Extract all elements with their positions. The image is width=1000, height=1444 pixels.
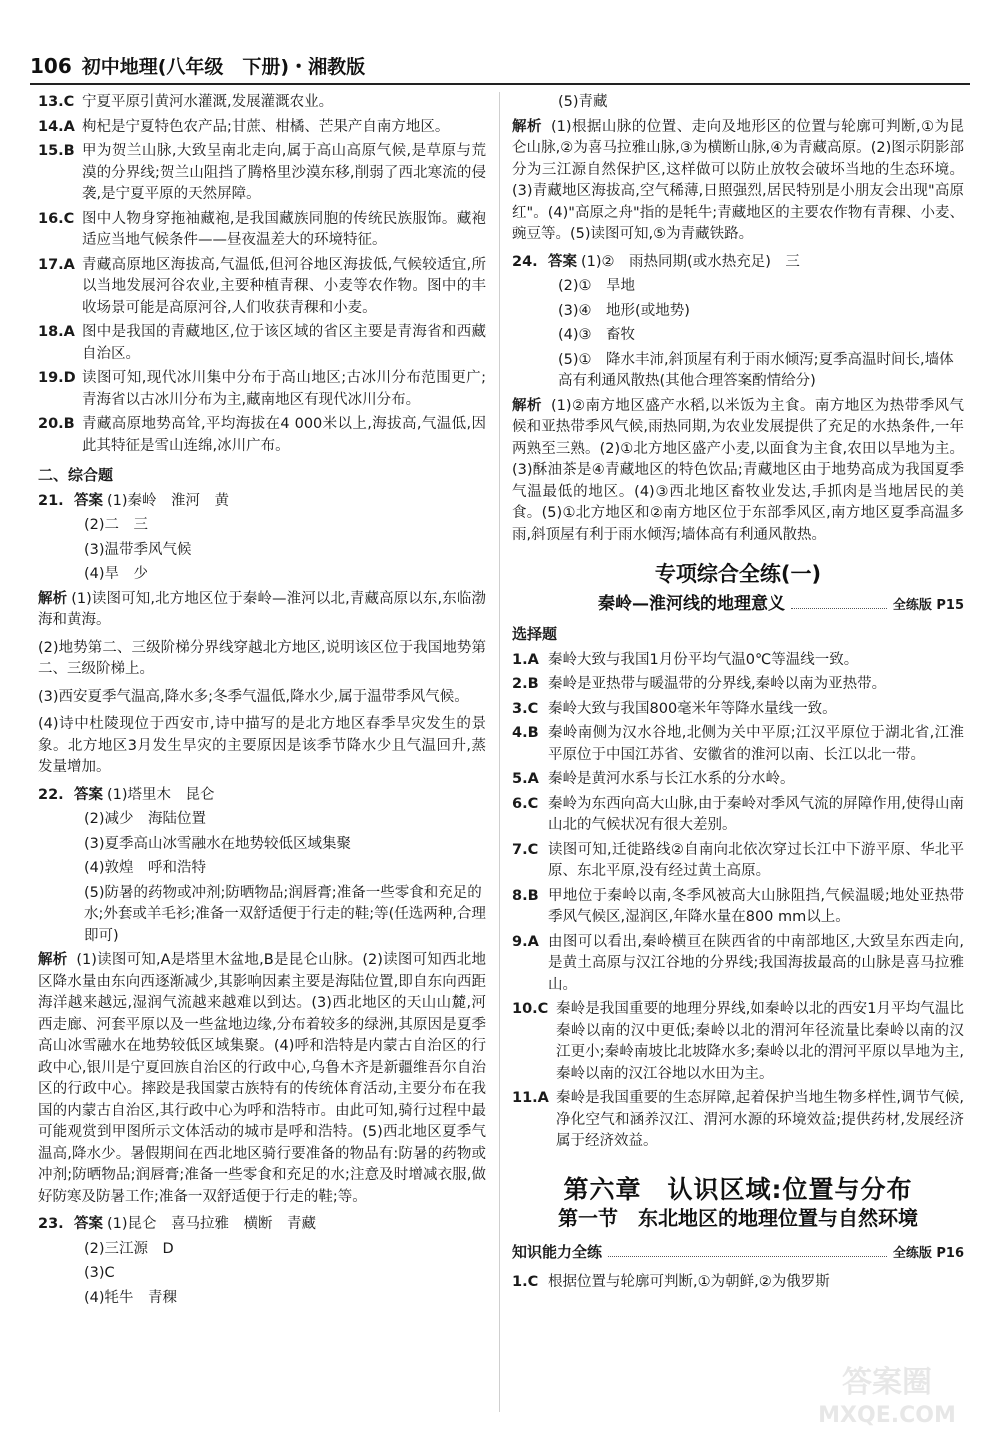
choice-text: 枸杞是宁夏特色农产品;甘蔗、柑橘、芒果产自南方地区。 xyxy=(82,118,450,135)
choice-text: 甲为贺兰山脉,大致呈南北走向,属于高山高原气候,是草原与荒漠的分界线;贺兰山阻挡了腾格里沙漠东移,削弱了西北寒流的侵袭,是宁夏平原的天然屏障。 xyxy=(82,143,486,202)
explanation-label: 解析 xyxy=(38,952,68,968)
answer-text: (1)昆仑 喜马拉雅 横断 青藏 xyxy=(107,1216,317,1232)
page-reference: 全练版 P15 xyxy=(892,597,964,613)
question-number: 6.C xyxy=(512,795,539,812)
choice-item xyxy=(38,322,486,365)
question-number: 11.A xyxy=(512,1090,549,1106)
answer-line: (4)③ 畜牧 xyxy=(558,327,636,343)
choice-item xyxy=(38,141,486,206)
explanation-paragraph xyxy=(38,714,486,779)
choice-item xyxy=(38,368,486,411)
choice-list xyxy=(38,92,486,457)
answer-24 xyxy=(512,252,964,274)
answer-text: (1)秦岭 淮河 黄 xyxy=(107,492,230,509)
answer-line: (4)牦牛 青稞 xyxy=(84,1289,178,1306)
page-reference: 全练版 P16 xyxy=(892,1245,964,1261)
answer-lines xyxy=(38,809,486,947)
answer-lines xyxy=(512,276,964,393)
answer-line: (2)减少 海陆位置 xyxy=(84,811,207,827)
explanation-paragraph xyxy=(38,687,486,709)
choice-item xyxy=(512,886,964,929)
choice-item xyxy=(512,1088,964,1153)
choice-item xyxy=(512,699,964,721)
answer-label: 答案 xyxy=(74,786,103,803)
choice-item xyxy=(512,794,964,837)
answer-23 xyxy=(38,1214,486,1236)
question-number: 9.A xyxy=(512,933,539,950)
explanation-text: (3)西安夏季气温高,降水多;冬季气温低,降水少,属于温带季风气候。 xyxy=(38,688,469,705)
section-title: 二、综合题 xyxy=(38,466,114,484)
explanation-text: (1)②南方地区盛产水稻,以米饭为主食。南方地区为热带季风气候和亚热带季风气候,雨热同期,为农业发展提供了充足的水热条件,一年两熟至三熟。(2)①北方地区盛产小麦,以面食为主食,农田以旱地为主。(3)酥油茶是④青藏地区的特色饮品;青藏地区由于地势高成为我国夏季气温最低的地区。(4)③西北地区畜牧业发达,手抓肉是当地居民的美食。(5)①北方地区和②南方地区位于东部季风区,南方地区夏季高温多雨,斜顶屋有利于雨水倾泻;墙体高有利通风散热。 xyxy=(512,397,965,543)
choice-item xyxy=(512,723,964,766)
explanation-text: (2)地势第二、三级阶梯分界线穿越北方地区,说明该区位于我国地势第二、三级阶梯上。 xyxy=(38,639,486,677)
choice-text: 青藏高原地区海拔高,气温低,但河谷地区海拔低,气候较适宜,所以当地发展河谷农业,主要种植青稞、小麦等农作物。图中的丰收场景可能是高原河谷,人们收获青稞和小麦。 xyxy=(82,256,486,316)
chapter-title: 第六章 认识区域:位置与分布 xyxy=(563,1174,913,1204)
special-practice-title: 专项综合全练(一) xyxy=(654,562,822,586)
page-header xyxy=(30,52,365,78)
choice-text: 读图可知,迁徙路线②自南向北依次穿过长江中下游平原、华北平原、东北平原,没有经过黄土高原。 xyxy=(548,841,964,879)
choice-item xyxy=(512,999,964,1085)
choice-text: 图中人物身穿拖袖藏袍,是我国藏族同胞的传统民族服饰。藏袍适应当地气候条件——昼夜温差大的环境特征。 xyxy=(82,210,486,248)
answer-lines xyxy=(38,515,486,586)
answer-line: (3)④ 地形(或地势) xyxy=(558,302,690,319)
explanation-label: 解析 xyxy=(512,397,542,414)
leader-dots xyxy=(608,1244,887,1257)
answer-line: (5)防暑的药物或冲剂;防晒物品;润唇膏;准备一些零食和充足的水;外套或羊毛衫;准备一双舒适便于行走的鞋;等(任选两种,合理即可) xyxy=(84,884,486,944)
answer-21 xyxy=(38,491,486,513)
question-number: 4.B xyxy=(512,725,539,741)
answer-lines xyxy=(38,1239,486,1310)
choice-item xyxy=(512,932,964,997)
choice-text: 甲地位于秦岭以南,冬季风被高大山脉阻挡,气候温暖;地处亚热带季风气候区,湿润区,年降水量在800 mm以上。 xyxy=(548,887,964,925)
answer-line: (5)① 降水丰沛,斜顶屋有利于雨水倾泻;夏季高温时间长,墙体高有利通风散热(其他合理答案酌情给分) xyxy=(558,351,954,389)
choice-item xyxy=(512,769,964,791)
question-number: 15.B xyxy=(38,143,75,159)
question-number: 21. xyxy=(38,492,64,509)
choice-item xyxy=(38,209,486,252)
answer-line: (2)二 三 xyxy=(84,517,149,533)
header-rule xyxy=(30,83,970,85)
question-number: 19.D xyxy=(38,370,76,386)
answer-line: (3)温带季风气候 xyxy=(84,541,192,558)
answer-22 xyxy=(38,785,486,807)
choice-text: 秦岭是亚热带与暖温带的分界线,秦岭以南为亚热带。 xyxy=(548,676,887,692)
question-number: 3.C xyxy=(512,700,539,717)
question-number: 1.C xyxy=(512,1274,539,1290)
explanation-24 xyxy=(512,396,964,547)
choice-text: 秦岭大致与我国1月份平均气温0℃等温线一致。 xyxy=(548,651,859,668)
choice-text: 根据位置与轮廓可判断,①为朝鲜,②为俄罗斯 xyxy=(548,1274,830,1290)
choice-item xyxy=(38,414,486,457)
svg-text:MXQE.COM: MXQE.COM xyxy=(818,1403,956,1428)
question-number: 5.A xyxy=(512,771,539,787)
choice-text: 青藏高原地势高耸,平均海拔在4 000米以上,海拔高,气温低,因此其特征是雪山连绵,冰川广布。 xyxy=(82,416,486,454)
question-number: 14.A xyxy=(38,118,75,135)
explanation-text: (1)根据山脉的位置、走向及地形区的位置与轮廓可判断,①为昆仑山脉,②为喜马拉雅山脉,③为横断山脉,④为青藏高原。(2)图示阴影部分为三江源自然保护区,这样做可以防止放牧会破坏当地的生态环境。(3)青藏地区海拔高,空气稀薄,日照强烈,居民特别是小朋友会出现"高原红"。(4)"高原之舟"指的是牦牛;青藏地区的主要农作物有青稞、小麦、豌豆等。(5)读图可知,⑤为青藏铁路。 xyxy=(512,118,965,242)
choice-text: 秦岭南侧为汉水谷地,北侧为关中平原;江汉平原位于湖北省,江淮平原位于中国江苏省、安徽省的淮河以南、长江以北一带。 xyxy=(548,725,964,763)
question-number: 2.B xyxy=(512,676,539,692)
special-subtitle: 秦岭—淮河线的地理意义 xyxy=(598,593,785,614)
answer-line: (3)C xyxy=(84,1265,115,1281)
answer-label: 答案 xyxy=(548,253,577,270)
question-number: 8.B xyxy=(512,887,539,904)
special-subtitle-row xyxy=(512,594,964,617)
question-number: 23. xyxy=(38,1216,64,1232)
answer-line: (2)① 旱地 xyxy=(558,278,636,294)
choice-item xyxy=(512,650,964,672)
explanation-label: 解析 xyxy=(38,590,68,607)
answer-text: (1)② 雨热同期(或水热充足) 三 xyxy=(581,253,800,270)
explanation-label: 解析 xyxy=(512,118,542,135)
choice-item xyxy=(38,117,486,139)
answer-line: (4)旱 少 xyxy=(84,566,149,582)
choice-list xyxy=(512,650,964,1153)
question-number: 17.A xyxy=(38,256,75,273)
answer-line: (4)敦煌 呼和浩特 xyxy=(84,860,207,876)
question-number: 16.C xyxy=(38,210,75,227)
left-column xyxy=(38,92,486,1312)
svg-text:答案圈: 答案圈 xyxy=(842,1365,932,1400)
answer-text: (1)塔里木 昆仑 xyxy=(107,786,215,803)
page-number: 106 xyxy=(30,54,72,78)
section-title: 选择题 xyxy=(512,625,558,643)
choice-text: 秦岭是我国重要的生态屏障,起着保护当地生物多样性,调节气候,净化空气和涵养汉江、渭河水源的环境效益;提供药材,发展经济属于经济效益。 xyxy=(556,1090,964,1149)
practice-label-row xyxy=(512,1242,964,1265)
choice-text: 秦岭是黄河水系与长江水系的分水岭。 xyxy=(548,771,795,787)
question-number: 24. xyxy=(512,253,538,270)
choice-text: 秦岭为东西向高大山脉,由于秦岭对季风气流的屏障作用,使得山南山北的气候状况有很大差别。 xyxy=(548,795,964,833)
section-heading: 第一节 东北地区的地理位置与自然环境 xyxy=(558,1206,918,1230)
explanation-text: (1)读图可知,北方地区位于秦岭—淮河以北,青藏高原以东,东临渤海和黄海。 xyxy=(38,590,486,628)
question-number: 7.C xyxy=(512,841,539,858)
question-number: 20.B xyxy=(38,416,75,432)
book-title: 初中地理(八年级 下册)・湘教版 xyxy=(81,56,366,78)
watermark-logo xyxy=(792,1358,982,1430)
choice-text: 读图可知,现代冰川集中分布于高山地区;古冰川分布范围更广;青海省以古冰川分布为主,藏南地区有现代冰川分布。 xyxy=(82,370,486,408)
choice-item xyxy=(512,674,964,696)
question-number: 10.C xyxy=(512,1001,549,1017)
choice-text: 秦岭大致与我国800毫米年等降水量线一致。 xyxy=(548,700,837,717)
explanation-text: (4)诗中杜陵现位于西安市,诗中描写的是北方地区春季旱灾发生的景象。北方地区3月发生旱灾的主要原因是该季节降水少且气温回升,蒸发量增加。 xyxy=(38,716,486,775)
explanation-22 xyxy=(38,950,486,1208)
choice-text: 由图可以看出,秦岭横亘在陕西省的中南部地区,大致呈东西走向,是黄土高原与汉江谷地的分界线;我国海拔最高的山脉是喜马拉雅山。 xyxy=(548,933,964,993)
question-number: 13.C xyxy=(38,94,75,110)
practice-label: 知识能力全练 xyxy=(512,1242,603,1261)
choice-item xyxy=(512,840,964,883)
choice-text: 秦岭是我国重要的地理分界线,如秦岭以北的西安1月平均气温比秦岭以南的汉中更低;秦岭以北的渭河年径流量比秦岭以南的汉江更小;秦岭南坡比北坡降水多;秦岭以北的渭河平原以旱地为主,秦岭以南的汉江谷地以水田为主。 xyxy=(556,1001,964,1082)
explanation-text: (1)读图可知,A是塔里木盆地,B是昆仑山脉。(2)读图可知西北地区降水量由东向西逐渐减少,其影响因素主要是海陆位置,即自东向西距海洋越来越远,湿润气流越来越难以到达。(3)西北地区的天山山麓,河西走廊、河套平原以及一些盆地边缘,分布着较多的绿洲,其原因是夏季高山冰雪融水在地势较低区域集聚。(4)呼和浩特是内蒙古自治区的行政中心,银川是宁夏回族自治区的行政中心,乌鲁木齐是新疆维吾尔自治区的行政中心。摔跤是我国蒙古族特有的传统体育活动,主要分布在我国的内蒙古自治区,其行政中心为呼和浩特市。由此可知,骑行过程中最可能观赏到甲图所示文体活动的城市是呼和浩特。(5)西北地区夏季气温高,降水少。暑假期间在西北地区骑行要准备的物品有:防暑的药物或冲剂;防晒物品;润唇膏;准备一些零食和充足的水;注意及时增减衣服,做好防寒及防暑工作;准备一双舒适便于行走的鞋;等。 xyxy=(38,952,486,1205)
explanation-paragraph xyxy=(38,638,486,681)
leader-dots xyxy=(791,596,887,609)
choice-item xyxy=(38,92,486,114)
answer-label: 答案 xyxy=(74,492,103,509)
choice-item xyxy=(38,255,486,320)
choice-text: 宁夏平原引黄河水灌溉,发展灌溉农业。 xyxy=(82,94,334,110)
answer-line: (2)三江源 D xyxy=(84,1240,174,1257)
column-divider xyxy=(499,92,500,1412)
explanation-23 xyxy=(512,117,964,246)
choice-text: 图中是我国的青藏地区,位于该区域的省区主要是青海省和西藏自治区。 xyxy=(82,324,486,362)
answer-label: 答案 xyxy=(74,1216,103,1232)
explanation-21 xyxy=(38,589,486,779)
question-number: 1.A xyxy=(512,651,539,668)
answer-line: (3)夏季高山冰雪融水在地势较低区域集聚 xyxy=(84,835,352,852)
choice-item xyxy=(512,1272,964,1294)
question-number: 18.A xyxy=(38,324,75,340)
right-column xyxy=(512,92,964,1297)
question-number: 22. xyxy=(38,786,64,803)
explanation-paragraph xyxy=(38,589,486,632)
answer-line: (5)青藏 xyxy=(558,94,608,110)
